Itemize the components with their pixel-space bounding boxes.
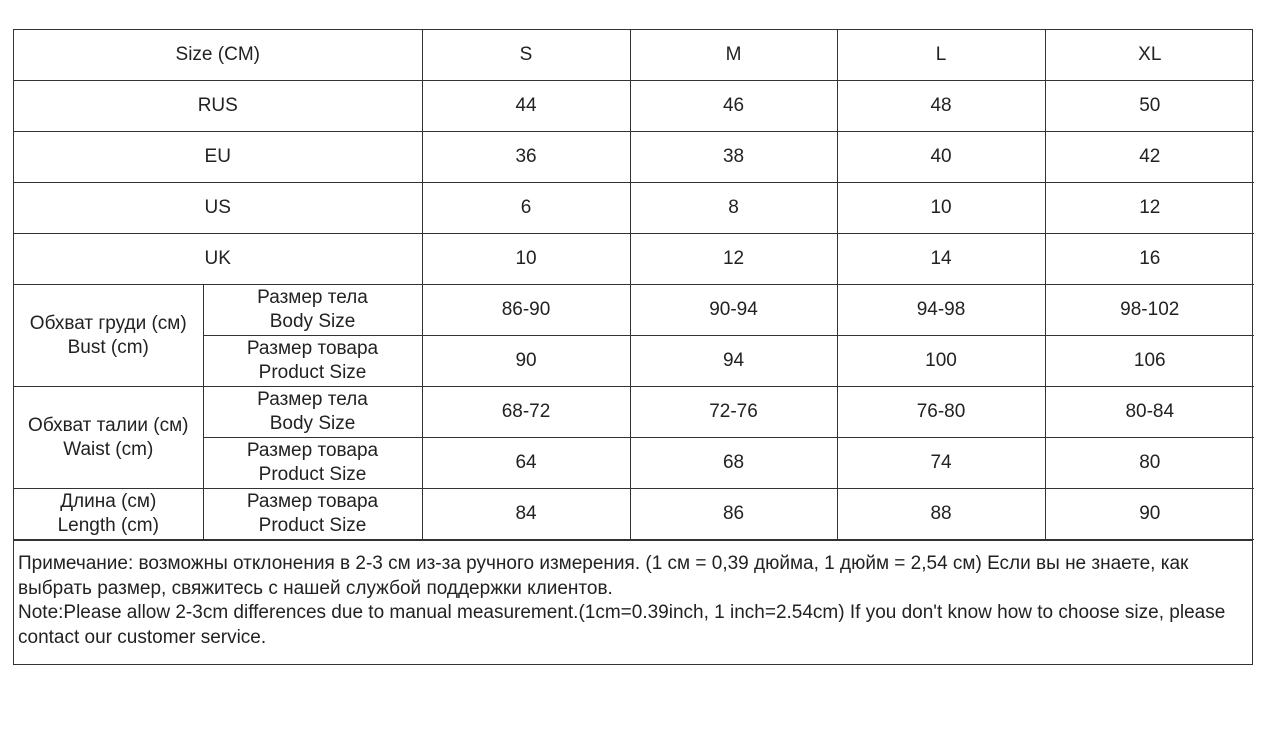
- measurement-label-ru: Длина (см): [60, 491, 157, 512]
- table-cell: 106: [1045, 336, 1254, 387]
- table-cell: 42: [1045, 132, 1254, 183]
- table-cell: 72-76: [630, 387, 837, 438]
- measurement-type-en: Body Size: [269, 311, 356, 332]
- table-cell: 68-72: [422, 387, 630, 438]
- measurement-type-en: Product Size: [258, 515, 367, 536]
- size-chart: [13, 29, 1253, 665]
- table-cell: 80-84: [1045, 387, 1254, 438]
- table-cell: 68: [630, 438, 837, 489]
- header-row: [14, 30, 1254, 81]
- note-ru: Примечание: возможны отклонения в 2-3 см из-за ручного измерения. (1 см = 0,39 дюйма, 1 дюйм = 2,54 см) Если вы не знаете, как выбрать размер, свяжитесь с нашей службой поддержки клиентов.: [18, 553, 1189, 599]
- table-row: [14, 132, 1254, 183]
- measurement-type-en: Product Size: [258, 464, 367, 485]
- table-row: [14, 387, 1254, 438]
- measurement-label-en: Bust (cm): [67, 336, 149, 358]
- standard-label: US: [14, 183, 422, 234]
- table-cell: 10: [837, 183, 1045, 234]
- table-cell: 84: [422, 489, 630, 540]
- measurement-type: [203, 438, 422, 489]
- measurement-label-bust: [14, 285, 203, 387]
- size-header-xl: XL: [1045, 30, 1254, 81]
- measurement-type-ru: Размер тела: [257, 287, 368, 308]
- table-cell: 90: [422, 336, 630, 387]
- table-cell: 90-94: [630, 285, 837, 336]
- table-cell: 8: [630, 183, 837, 234]
- measurement-type-en: Product Size: [258, 362, 367, 383]
- table-row: [14, 234, 1254, 285]
- table-cell: 16: [1045, 234, 1254, 285]
- table-cell: 48: [837, 81, 1045, 132]
- table-cell: 98-102: [1045, 285, 1254, 336]
- measurement-type-ru: Размер товара: [246, 491, 379, 512]
- size-header-label: Size (CM): [14, 30, 422, 81]
- measurement-type-ru: Размер товара: [246, 440, 379, 461]
- standard-label: RUS: [14, 81, 422, 132]
- measurement-label-en: Length (cm): [57, 515, 159, 536]
- table-cell: 86: [630, 489, 837, 540]
- measurement-note: [14, 540, 1252, 664]
- standard-label: EU: [14, 132, 422, 183]
- table-cell: 88: [837, 489, 1045, 540]
- measurement-label-ru: Обхват талии (см): [28, 414, 189, 436]
- table-row: [14, 285, 1254, 336]
- table-cell: 100: [837, 336, 1045, 387]
- size-header-l: L: [837, 30, 1045, 81]
- measurement-type: [203, 285, 422, 336]
- size-header-m: M: [630, 30, 837, 81]
- measurement-type-ru: Размер товара: [246, 338, 379, 359]
- table-cell: 40: [837, 132, 1045, 183]
- table-row: [14, 489, 1254, 540]
- table-cell: 86-90: [422, 285, 630, 336]
- measurement-type: [203, 387, 422, 438]
- table-cell: 90: [1045, 489, 1254, 540]
- table-cell: 10: [422, 234, 630, 285]
- table-cell: 50: [1045, 81, 1254, 132]
- table-cell: 6: [422, 183, 630, 234]
- table-cell: 36: [422, 132, 630, 183]
- table-cell: 46: [630, 81, 837, 132]
- measurement-type-ru: Размер тела: [257, 389, 368, 410]
- note-en: Note:Please allow 2-3cm differences due to manual measurement.(1cm=0.39inch, 1 inch=2.54cm) If you don't know how to choose size, please contact our customer service.: [18, 602, 1226, 648]
- table-cell: 94-98: [837, 285, 1045, 336]
- standard-label: UK: [14, 234, 422, 285]
- measurement-type: [203, 489, 422, 540]
- table-cell: 38: [630, 132, 837, 183]
- measurement-label-waist: [14, 387, 203, 489]
- table-cell: 44: [422, 81, 630, 132]
- size-header-s: S: [422, 30, 630, 81]
- measurement-label-en: Waist (cm): [63, 438, 154, 460]
- table-cell: 74: [837, 438, 1045, 489]
- table-cell: 64: [422, 438, 630, 489]
- table-cell: 14: [837, 234, 1045, 285]
- measurement-label-ru: Обхват груди (см): [29, 312, 187, 334]
- measurement-label-length: [14, 489, 203, 540]
- size-table: [14, 30, 1254, 540]
- table-cell: 12: [630, 234, 837, 285]
- table-cell: 12: [1045, 183, 1254, 234]
- table-cell: 80: [1045, 438, 1254, 489]
- table-row: [14, 183, 1254, 234]
- measurement-type-en: Body Size: [269, 413, 356, 434]
- table-row: [14, 81, 1254, 132]
- table-cell: 94: [630, 336, 837, 387]
- table-cell: 76-80: [837, 387, 1045, 438]
- measurement-type: [203, 336, 422, 387]
